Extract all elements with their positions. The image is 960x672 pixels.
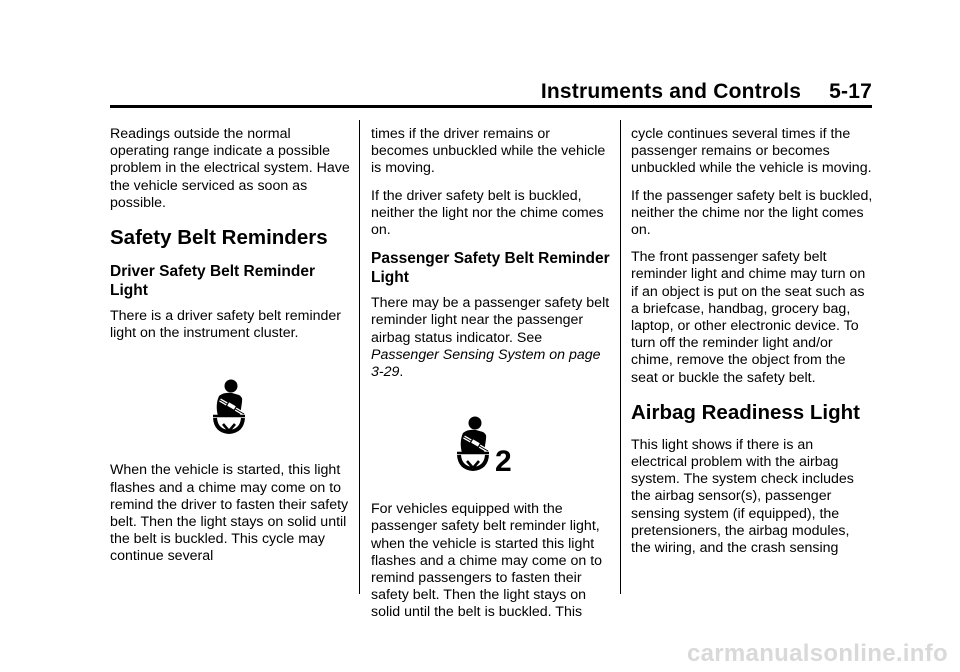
column-divider-2 [620, 120, 621, 594]
paragraph-passenger-unbuckled: cycle continues several times if the passenger remains or becomes unbuckled while the vehicle is moving. [631, 126, 872, 177]
paragraph-driver-buckled: If the driver safety belt is buckled, neither the light nor the chime comes on. [371, 187, 604, 239]
section-title: Instruments and Controls [540, 80, 802, 103]
heading-driver-belt-light: Driver Safety Belt Reminder Light [110, 263, 316, 300]
header-rule [110, 105, 872, 108]
column-2 [371, 126, 611, 632]
heading-passenger-belt-light: Passenger Safety Belt Reminder Light [371, 250, 610, 287]
passenger-seatbelt-icon [451, 415, 531, 477]
seatbelt-icon [207, 378, 253, 436]
page-number: 5-17 [829, 80, 872, 103]
paragraph-driver-unbuckled: times if the driver remains or becomes unbuckled while the vehicle is moving. [371, 126, 606, 177]
cross-reference-link[interactable]: Passenger Sensing System on page 3-29 [371, 346, 601, 381]
column-1 [110, 126, 350, 576]
paragraph-airbag-light: This light shows if there is an electrical problem with the airbag system. The system check includes the airbag sensor(s), passenger sensing system (if equipped), the pretensioners, the airbag modules, the wiring, and the crash sensing [631, 436, 854, 557]
column-divider-1 [359, 120, 360, 594]
driver-belt-icon-container [110, 352, 350, 462]
paragraph-object-on-seat: The front passenger safety belt reminder light and chime may turn on if an object is put on the seat such as a briefcase, handbag, grocery bag, laptop, or other electronic device. To turn off the reminder light and/or chime, remove the object from the seat or buckle the safety belt. [631, 249, 866, 386]
watermark: carmanualsonline.info [686, 640, 948, 667]
paragraph-driver-light: There is a driver safety belt reminder light on the instrument cluster. [110, 308, 342, 342]
heading-airbag-readiness: Airbag Readiness Light [631, 400, 860, 424]
page-header [541, 80, 872, 104]
column-3 [631, 126, 873, 567]
paragraph-passenger-buckled: If the passenger safety belt is buckled, neither the chime nor the light comes on. [631, 187, 873, 239]
passenger-belt-icon-container [371, 391, 611, 501]
heading-safety-belt-reminders: Safety Belt Reminders [110, 226, 328, 250]
paragraph-driver-cycle: When the vehicle is started, this light flashes and a chime may come on to remind the driver to fasten their safety belt. Then the light stays on solid until the belt is buckled. This cycle may continue several [110, 462, 349, 565]
paragraph-passenger-cycle: For vehicles equipped with the passenger safety belt reminder light, when the vehicle is started this light flashes and a chime may come on to remind passengers to fasten their safety belt. Then the light stays on solid until the belt is buckled. This [371, 501, 603, 621]
passenger-seat-number: 2 [495, 445, 512, 478]
paragraph-readings: Readings outside the normal operating range indicate a possible problem in the electrical system. Have the vehicle serviced as soon as possible. [110, 126, 350, 211]
paragraph-passenger-light: There may be a passenger safety belt reminder light near the passenger airbag status indicator. See Passenger Sensing System on page 3-29. [371, 295, 610, 381]
